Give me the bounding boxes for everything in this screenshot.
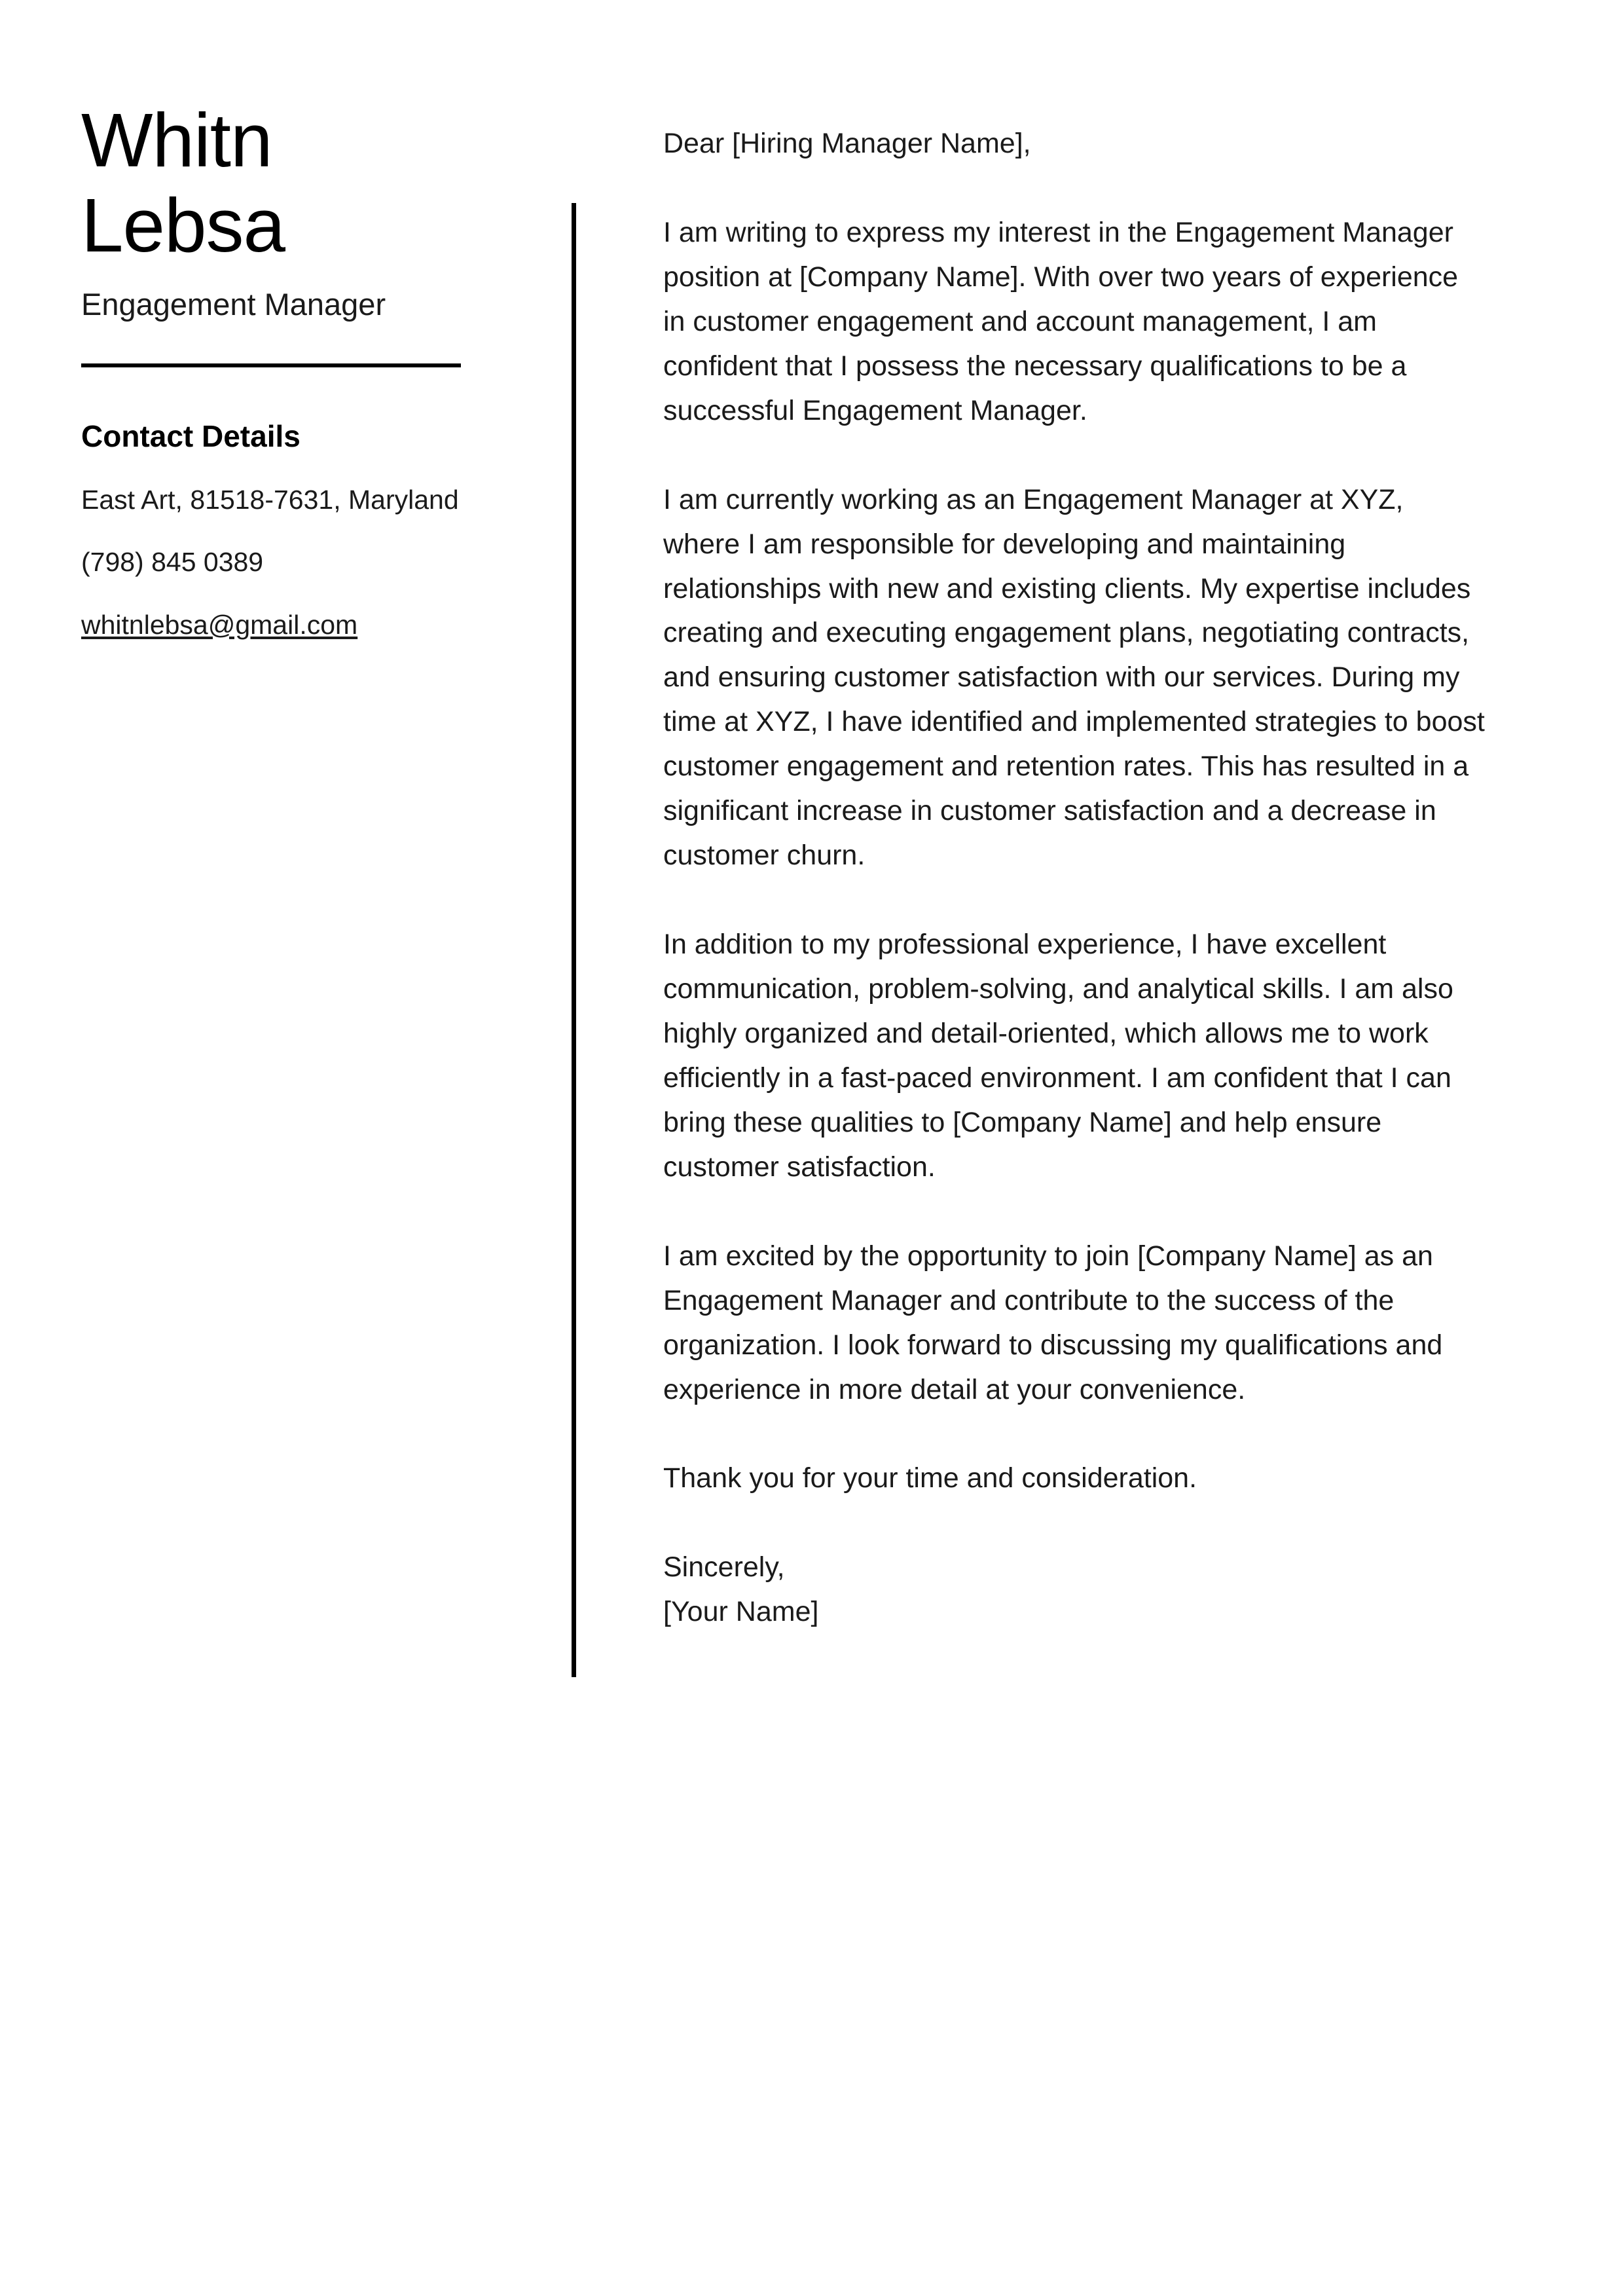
letter-paragraph-1: I am writing to express my interest in the Engagement Manager position at [Company Name]. With over two years of experience in customer engagement and account management, I am confident that I possess the necessary qualifications to be a successful Engagement Manager. [663,216,1459,426]
letter-paragraph-2: I am currently working as an Engagement Manager at XYZ, where I am responsible for developing and maintaining relationships with new and existing clients. My expertise includes creating and executing engagement plans, negotiating contracts, and ensuring customer satisfaction with our services. During my time at XYZ, I have identified and implemented strategies to boost customer engagement and retention rates. This has resulted in a significant increase in customer satisfaction and a decrease in customer churn. [663,483,1485,872]
first-name: Whitn [81,98,272,183]
contact-email-row [81,604,493,645]
letter-signoff: Sincerely, [663,1551,785,1583]
contact-details-list [81,479,493,645]
letter-signature-name: [Your Name] [663,1596,819,1628]
contact-email-link[interactable]: whitnlebsa@gmail.com [81,609,358,640]
contact-address: East Art, 81518-7631, Maryland [81,484,459,515]
applicant-name [81,98,493,268]
letter-thank-you: Thank you for your time and consideration. [663,1462,1197,1494]
job-title: Engagement Manager [81,286,386,322]
letter-salutation: Dear [Hiring Manager Name], [663,128,1031,159]
letter-body [572,0,1623,1635]
contact-phone[interactable]: (798) 845 0389 [81,547,264,578]
letter-paragraph-4: I am excited by the opportunity to join [Company Name] as an Engagement Manager and contribute to the success of the organization. I look forward to discussing my qualifications and experience in more detail at your convenience. [663,1240,1443,1405]
letter-paragraph-3: In addition to my professional experience, I have excellent communication, problem-solving, and analytical skills. I am also highly organized and detail-oriented, which allows me to work efficiently in a fast-paced environment. I am confident that I can bring these qualities to [Company Name] and help ensure customer satisfaction. [663,929,1453,1183]
letter-closing [663,1546,1486,1635]
column-divider [572,203,576,1677]
contact-details-heading: Contact Details [81,418,301,453]
sidebar [0,0,572,645]
sidebar-divider-rule [81,363,461,367]
last-name: Lebsa [81,182,285,268]
